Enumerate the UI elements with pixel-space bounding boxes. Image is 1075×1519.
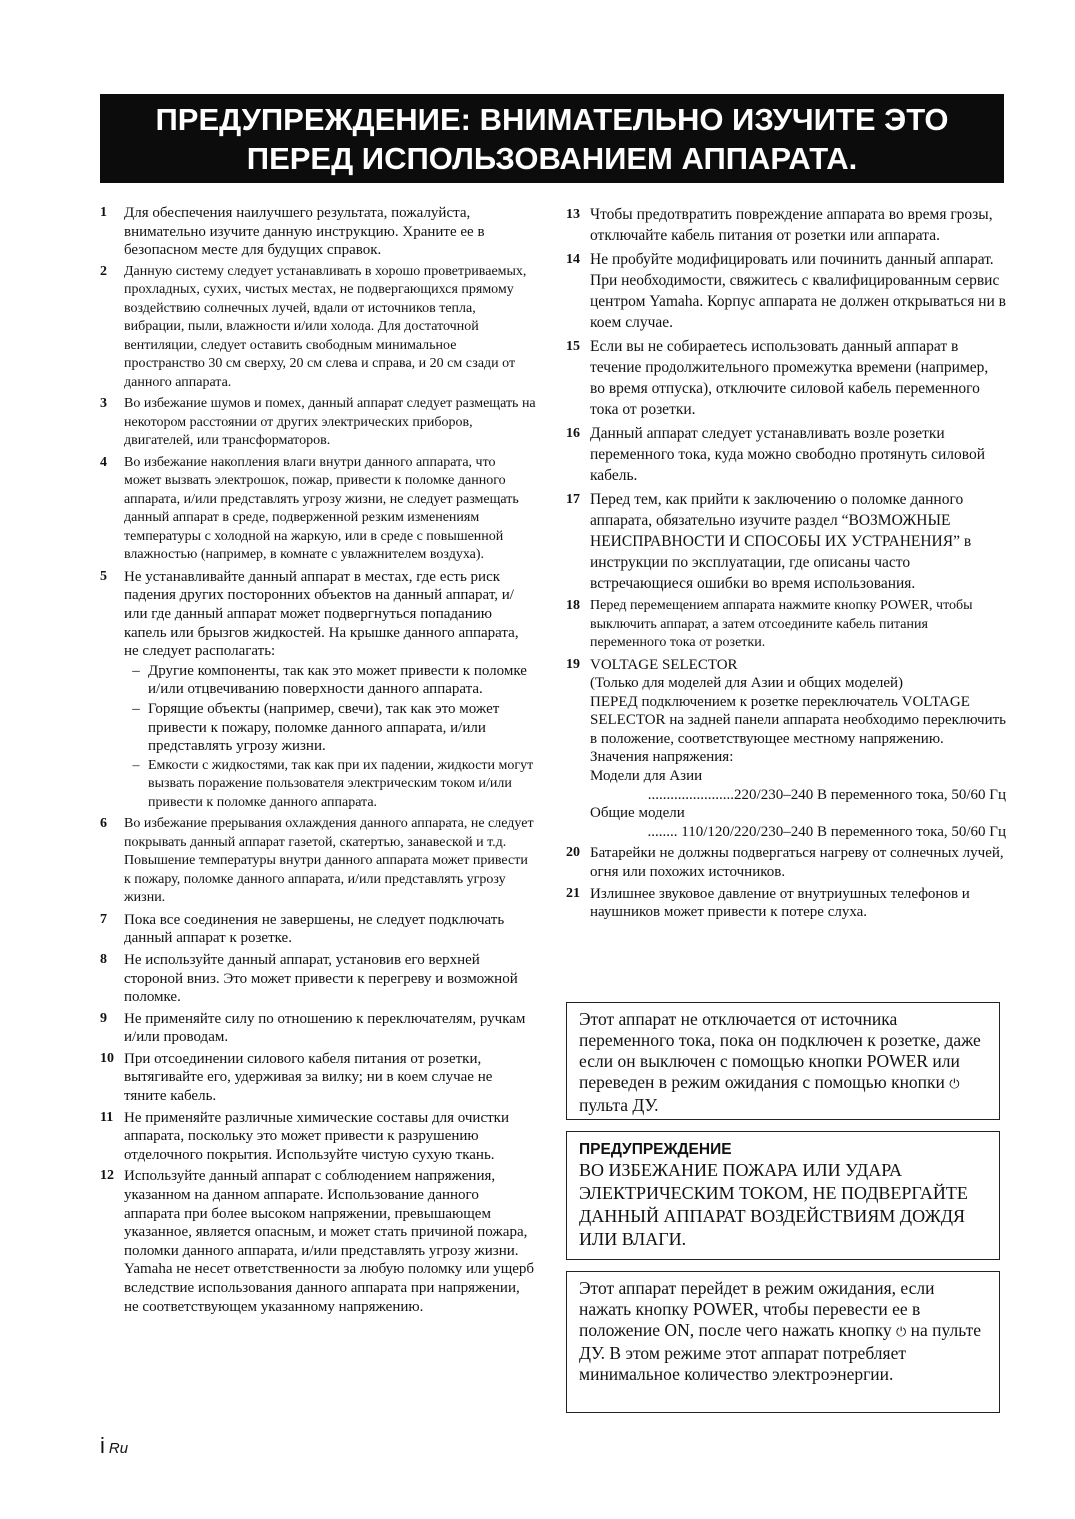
warning-box bbox=[566, 1131, 1000, 1260]
item-number: 5 bbox=[100, 568, 107, 584]
list-item bbox=[100, 1010, 536, 1047]
standby-mode-text: Этот аппарат перейдет в режим ожидания, если нажать кнопку POWER, чтобы перевести ее в положение ON, после чего нажать кнопку bbox=[579, 1278, 935, 1340]
item-text: Не применяйте различные химические составы для очистки аппарата, поскольку это может привести к разрушению отделочного покрытия. Используйте чистую сухую ткань. bbox=[124, 1109, 509, 1163]
warning-banner bbox=[100, 94, 1004, 183]
item-number: 17 bbox=[566, 492, 580, 507]
standby-mode-text-end: на пульте ДУ. В этом режиме этот аппарат потребляет минимальное количество электроэнергии. bbox=[579, 1320, 981, 1384]
asia-models-label: Модели для Азии bbox=[590, 768, 703, 785]
item-text: Не применяйте силу по отношению к переключателям, ручкам и/или проводам. bbox=[124, 1010, 526, 1046]
page-number: i bbox=[100, 1433, 105, 1458]
page-footer bbox=[100, 1433, 128, 1459]
item-text: Не пробуйте модифицировать или починить данный аппарат. При необходимости, свяжитесь с квалифицированным сервис центром Yamaha. Корпус аппарата не должен открываться ни в коем случае. bbox=[590, 251, 1007, 331]
list-item bbox=[100, 454, 536, 565]
language-code: Ru bbox=[108, 1440, 129, 1457]
left-column bbox=[100, 204, 536, 1319]
dash-bullet: – bbox=[132, 757, 140, 773]
item-text: Излишнее звуковое давление от внутриушных телефонов и наушников может привести к потере слуха. bbox=[590, 885, 970, 921]
item-text: Батарейки не должны подвергаться нагреву от солнечных лучей, огня или похожих источников. bbox=[590, 845, 1004, 881]
item-number: 19 bbox=[566, 656, 580, 672]
voltage-models-note: (Только для моделей для Азии и общих моделей) bbox=[590, 675, 904, 692]
sub-item-text: Другие компоненты, так как это может привести к поломке и/или отцвечиванию поверхности данного аппарата. bbox=[148, 662, 527, 698]
item-number: 15 bbox=[566, 339, 580, 354]
dash-bullet: – bbox=[132, 662, 140, 679]
power-icon: ⏻ bbox=[896, 1325, 907, 1340]
list-item bbox=[566, 844, 1006, 881]
right-column bbox=[566, 204, 1006, 925]
standby-notice-text-end: пульта ДУ. bbox=[579, 1095, 659, 1115]
list-item bbox=[566, 249, 1006, 333]
item-text: Если вы не собираетесь использовать данный аппарат в течение продолжительного промежутка времени (например, во время отпуска), отключите силовой кабель переменного тока от розетки. bbox=[590, 338, 989, 418]
item-text: Не используйте данный аппарат, установив его верхней стороной вниз. Это может привести к перегреву и возможной поломке. bbox=[124, 951, 518, 1006]
standby-mode-box bbox=[566, 1271, 1000, 1413]
item-text: Не устанавливайте данный аппарат в местах, где есть риск падения других посторонних объектов на данный аппарат, и/или где данный аппарат может подвергнуться попаданию капель или брызгов жидкостей. На крышке данного аппарата, не следует располагать: bbox=[124, 568, 519, 660]
item-text: Во избежание прерывания охлаждения данного аппарата, не следует покрывать данный аппарат газетой, скатертью, занавеской и т.д. Повышение температуры внутри данного аппарата может привести к пожару, поломке данного аппарата, и/или представлять угрозу жизни. bbox=[124, 816, 534, 906]
list-item bbox=[100, 1109, 536, 1165]
item-number: 2 bbox=[100, 263, 107, 279]
item-text: Используйте данный аппарат с соблюдением напряжения, указанном на данном аппарате. Использование данного аппарата при более высоком напряжении, превышающем указанное, является опасным, и может стать причиной пожара, поломки данного аппарата, и/или представлять угрозу жизни. Yamaha не несет ответственности за любую поломку или ущерб вследствие использования данного аппарата при напряжении, не соответствующем указанному напряжению. bbox=[124, 1168, 535, 1315]
list-item bbox=[100, 1167, 536, 1316]
list-item bbox=[566, 489, 1006, 594]
item-number: 9 bbox=[100, 1010, 107, 1026]
list-item bbox=[100, 1050, 536, 1106]
warning-text: ВО ИЗБЕЖАНИЕ ПОЖАРА ИЛИ УДАРА ЭЛЕКТРИЧЕСКИМ ТОКОМ, НЕ ПОДВЕРГАЙТЕ ДАННЫЙ АППАРАТ ВОЗДЕЙСТВИЯМ ДОЖДЯ ИЛИ ВЛАГИ. bbox=[579, 1160, 968, 1249]
asia-models-voltage: .......................220/230–240 В переменного тока, 50/60 Гц bbox=[647, 786, 1006, 803]
voltage-selector-item bbox=[566, 656, 1006, 842]
list-item bbox=[566, 597, 1006, 653]
sub-item-text: Емкости с жидкостями, так как при их падении, жидкости могут вызвать поражение пользователя электрическим током и/или привести к поломке данного аппарата. bbox=[148, 757, 534, 810]
general-models-voltage: ........ 110/120/220/230–240 В переменного тока, 50/60 Гц bbox=[647, 823, 1006, 840]
list-item bbox=[100, 263, 536, 393]
sub-item bbox=[124, 662, 536, 699]
item-number: 8 bbox=[100, 951, 107, 967]
banner-line-1: ПРЕДУПРЕЖДЕНИЕ: ВНИМАТЕЛЬНО ИЗУЧИТЕ ЭТО bbox=[155, 102, 949, 137]
list-item bbox=[100, 911, 536, 948]
item-text: Во избежание шумов и помех, данный аппарат следует размещать на некотором расстоянии от других электрических приборов, двигателей, или трансформаторов. bbox=[124, 396, 536, 449]
list-item bbox=[100, 951, 536, 1007]
item-number: 21 bbox=[566, 885, 580, 901]
item-text: Перед тем, как прийти к заключению о поломке данного аппарата, обязательно изучите раздел “ВОЗМОЖНЫЕ НЕИСПРАВНОСТИ И СПОСОБЫ ИХ УСТРАНЕНИЯ” в инструкции по эксплуатации, где описаны часто встречающиеся ошибки во время использования. bbox=[590, 491, 972, 592]
item-number: 13 bbox=[566, 207, 580, 222]
warning-heading: ПРЕДУПРЕЖДЕНИЕ bbox=[579, 1141, 732, 1158]
item-text: Данный аппарат следует устанавливать возле розетки переменного тока, куда можно свободно протянуть силовой кабель. bbox=[590, 425, 986, 484]
item-number: 20 bbox=[566, 845, 580, 861]
item-text: Данную систему следует устанавливать в хорошо проветриваемых, прохладных, сухих, чистых местах, не подвергающихся прямому воздействию солнечных лучей, вдали от источников тепла, вибрации, пыли, влажности и/или холода. Для достаточной вентиляции, следует оставить свободным минимальное пространство 30 см сверху, 20 см слева и справа, и 20 см сзади от данного аппарата. bbox=[124, 263, 527, 390]
list-item bbox=[566, 885, 1006, 922]
sub-item bbox=[124, 757, 536, 813]
item-text: Чтобы предотвратить повреждение аппарата во время грозы, отключайте кабель питания от розетки или аппарата. bbox=[590, 206, 993, 244]
item-number: 14 bbox=[566, 252, 580, 267]
list-item bbox=[566, 336, 1006, 420]
list-item bbox=[566, 423, 1006, 486]
item-number: 18 bbox=[566, 598, 580, 613]
dash-bullet: – bbox=[132, 700, 140, 717]
banner-line-2: ПЕРЕД ИСПОЛЬЗОВАНИЕМ АППАРАТА. bbox=[246, 141, 858, 176]
list-item bbox=[100, 204, 536, 260]
power-icon: ⏻ bbox=[949, 1077, 960, 1092]
item-number: 1 bbox=[100, 205, 107, 220]
item-text: Во избежание накопления влаги внутри данного аппарата, что может вызвать электрошок, пожар, привести к поломке данного аппарата, и/или представлять угрозу жизни, не следует размещать данный аппарат в среде, подверженной резким изменениям температуры с холодной на жаркую, или в среде с повышенной влажностью (например, в комнате с увлажнителем воздуха). bbox=[124, 454, 519, 563]
sub-item bbox=[124, 700, 536, 756]
item-text: Перед перемещением аппарата нажмите кнопку POWER, чтобы выключить аппарат, а затем отсоедините кабель питания переменного тока от розетки. bbox=[590, 598, 973, 650]
item-text: При отсоединении силового кабеля питания от розетки, вытягивайте его, удерживая за вилку; ни в коем случае не тяните кабель. bbox=[124, 1050, 493, 1105]
item-text: Пока все соединения не завершены, не следует подключать данный аппарат к розетке. bbox=[124, 911, 505, 947]
item-number: 7 bbox=[100, 911, 107, 927]
list-item bbox=[100, 568, 536, 812]
standby-notice-text: Этот аппарат не отключается от источника переменного тока, пока он подключен к розетке, даже если он выключен с помощью кнопки POWER или переведен в режим ожидания с помощью кнопки bbox=[579, 1009, 981, 1092]
list-item bbox=[100, 815, 536, 908]
list-item bbox=[100, 395, 536, 451]
item-number: 12 bbox=[100, 1168, 114, 1184]
item-number: 11 bbox=[100, 1109, 114, 1125]
voltage-title: VOLTAGE SELECTOR bbox=[590, 656, 738, 673]
list-item bbox=[566, 204, 1006, 246]
general-models-label: Общие модели bbox=[590, 805, 685, 822]
item-number: 16 bbox=[566, 426, 580, 441]
item-number: 4 bbox=[100, 454, 107, 470]
item-number: 3 bbox=[100, 396, 107, 412]
item-number: 6 bbox=[100, 816, 107, 832]
standby-notice-box bbox=[566, 1002, 1000, 1120]
voltage-instructions: ПЕРЕД подключением к розетке переключатель VOLTAGE SELECTOR на задней панели аппарата необходимо переключить в положение, соответствующее местному напряжению. Значения напряжения: bbox=[590, 693, 1007, 766]
sub-item-text: Горящие объекты (например, свечи), так как это может привести к пожару, поломке данного аппарата, и/или представлять угрозу жизни. bbox=[148, 700, 500, 755]
item-text: Для обеспечения наилучшего результата, пожалуйста, внимательно изучите данную инструкцию. Храните ее в безопасном месте для будущих справок. bbox=[124, 205, 485, 259]
item-number: 10 bbox=[100, 1050, 114, 1066]
